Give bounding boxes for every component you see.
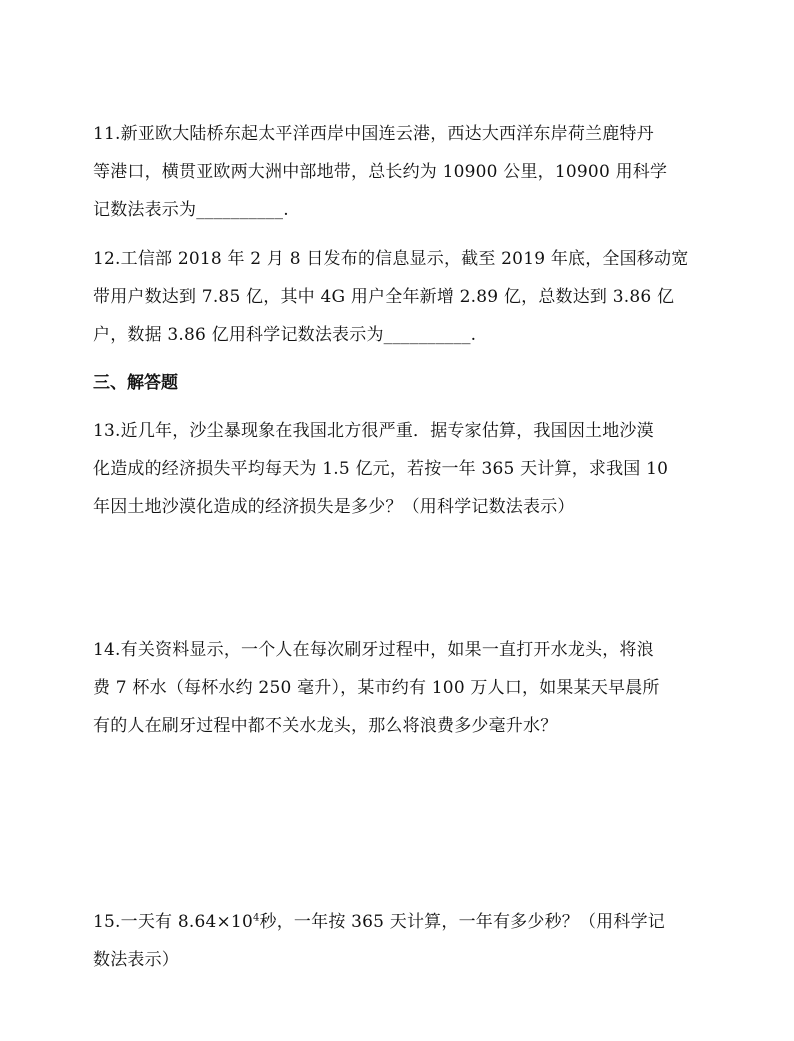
- question-12-line-1: 12.工信部 2018 年 2 月 8 日发布的信息显示，截至 2019 年底，全国移动宽: [93, 249, 689, 269]
- question-15-line-1: [93, 903, 705, 941]
- question-13-line-3: 年因土地沙漠化造成的经济损失是多少？（用科学记数法表示）: [93, 497, 575, 517]
- question-11-line-2: 等港口，横贯亚欧两大洲中部地带，总长约为 10900 公里，10900 用科学: [93, 162, 668, 182]
- question-12-line-3: 户，数据 3.86 亿用科学记数法表示为__________.: [93, 325, 477, 345]
- question-14-line-1: 14.有关资料显示，一个人在每次刷牙过程中，如果一直打开水龙头，将浪: [93, 640, 654, 660]
- question-11-line-1: 11.新亚欧大陆桥东起太平洋西岸中国连云港，西达大西洋东岸荷兰鹿特丹: [93, 124, 654, 144]
- question-11-line-3: 记数法表示为__________.: [93, 200, 289, 220]
- question-15-line-2: 数法表示）: [93, 950, 179, 970]
- question-13-line-1: 13.近几年，沙尘暴现象在我国北方很严重．据专家估算，我国因土地沙漠: [93, 421, 654, 441]
- question-13-line-2: 化造成的经济损失平均每天为 1.5 亿元，若按一年 365 天计算，求我国 10: [93, 459, 669, 479]
- question-15-line-1-pre: 15.一天有 8.64×10: [93, 912, 253, 932]
- question-15-line-1-post: 秒，一年按 365 天计算，一年有多少秒？（用科学记: [259, 912, 665, 932]
- question-12-line-2: 带用户数达到 7.85 亿，其中 4G 用户全年新增 2.89 亿，总数达到 3.86 亿: [93, 287, 675, 307]
- exponent: 4: [252, 912, 260, 924]
- section-title-answer-questions: 三、解答题: [93, 373, 178, 393]
- question-14-line-2: 费 7 杯水（每杯水约 250 毫升），某市约有 100 万人口，如果某天早晨所: [93, 678, 660, 698]
- question-14-line-3: 有的人在刷牙过程中都不关水龙头，那么将浪费多少毫升水？: [93, 716, 558, 736]
